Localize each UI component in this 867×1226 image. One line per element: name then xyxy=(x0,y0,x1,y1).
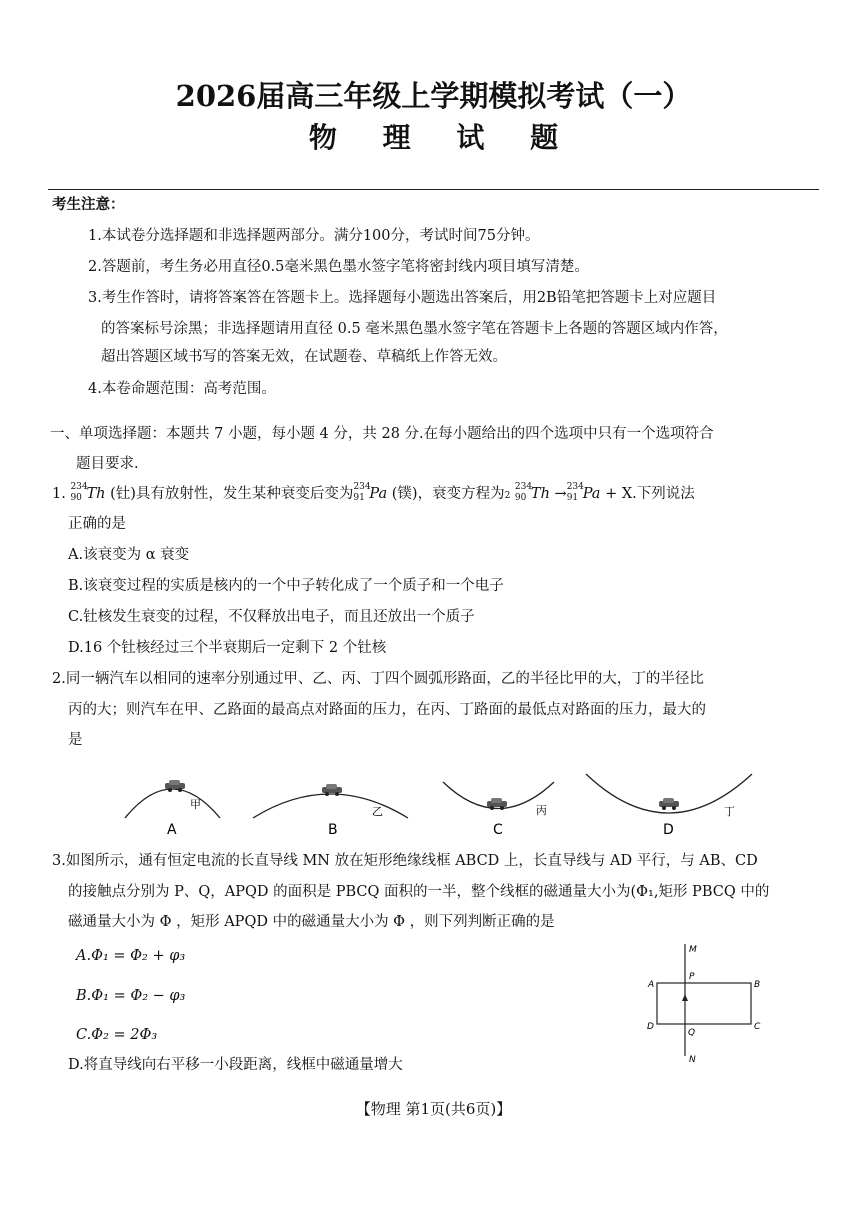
question-1-line2: 正确的是 xyxy=(68,516,126,532)
point-label-d: D xyxy=(647,1022,654,1032)
page-footer: 【物理 第1页(共6页)】 xyxy=(355,1100,512,1118)
q1-option-c: C.钍核发生衰变的过程，不仅释放出电子，而且还放出一个质子 xyxy=(68,609,475,625)
point-label-m: M xyxy=(689,945,697,955)
notice-item: 超出答题区域书写的答案无效，在试题卷、草稿纸上作答无效。 xyxy=(101,349,507,365)
q1-option-a: A.该衰变为 α 衰变 xyxy=(68,547,190,563)
question-3-line1: 3.如图所示，通有恒定电流的长直导线 MN 放在矩形绝缘线框 ABCD 上，长直导线与 AD 平行，与 AB、CD xyxy=(52,853,758,869)
wire-frame-diagram xyxy=(640,938,770,1068)
point-label-a: A xyxy=(648,980,655,990)
question-3-line3: 磁通量大小为 Φ ，矩形 APQD 中的磁通量大小为 Φ ，则下列判断正确的是 xyxy=(68,914,555,930)
q3-option-a: A.Φ₁ = Φ₂ + φ₃ xyxy=(76,948,186,964)
section-heading: 一、单项选择题：本题共 7 小题，每小题 4 分，共 28 分.在每小题给出的四个选项中只有一个选项符合 xyxy=(50,426,714,442)
road-diagram xyxy=(110,760,770,840)
notice-item: 1.本试卷分选择题和非选择题两部分。满分100分，考试时间75分钟。 xyxy=(88,228,540,244)
point-label-n: N xyxy=(689,1055,696,1065)
exam-title: 2026届高三年级上学期模拟考试（一） xyxy=(175,79,692,113)
question-2-line1: 2.同一辆汽车以相同的速率分别通过甲、乙、丙、丁四个圆弧形路面，乙的半径比甲的大，丁的半径比 xyxy=(52,671,704,687)
road-arc-b xyxy=(253,794,408,818)
q1-option-b: B.该衰变过程的实质是核内的一个中子转化成了一个质子和一个电子 xyxy=(68,578,504,594)
road-label-a: 甲 xyxy=(190,798,201,811)
question-3-line2: 的接触点分别为 P、Q，APQD 的面积是 PBCQ 面积的一半，整个线框的磁通量大小为(Φ₁,矩形 PBCQ 中的 xyxy=(68,884,770,900)
q3-option-d: D.将直导线向右平移一小段距离，线框中磁通量增大 xyxy=(68,1057,403,1073)
option-label-b: B xyxy=(328,822,338,838)
option-label-a: A xyxy=(167,822,177,838)
nuclide-th: 234 90 xyxy=(70,482,88,503)
point-label-b: B xyxy=(754,980,761,990)
car-icon xyxy=(659,798,679,810)
section-heading-cont: 题目要求. xyxy=(76,456,139,472)
current-arrow-icon xyxy=(682,994,688,1001)
notice-item: 的答案标号涂黑；非选择题请用直径 0.5 毫米黑色墨水签字笔在答题卡上各题的答题区域内作答， xyxy=(101,321,728,337)
notice-item: 3.考生作答时，请将答案答在答题卡上。选择题每小题选出答案后，用2B铅笔把答题卡上对应题目 xyxy=(88,290,717,306)
rectangle-frame xyxy=(657,983,751,1024)
header-divider xyxy=(48,189,819,190)
option-label-d: D xyxy=(663,822,674,838)
option-label-c: C xyxy=(493,822,503,838)
point-label-q: Q xyxy=(688,1028,696,1038)
q1-option-d: D.16 个钍核经过三个半衰期后一定剩下 2 个钍核 xyxy=(68,640,387,656)
road-label-c: 丙 xyxy=(536,804,547,817)
nuclide-pa: 234 91 xyxy=(353,482,371,503)
equation-pa: 234 91 xyxy=(566,482,584,503)
subject-title: 物 理 试 题 xyxy=(308,121,577,154)
point-label-c: C xyxy=(754,1022,761,1032)
point-label-p: P xyxy=(689,972,695,982)
question-number: 1. xyxy=(52,486,66,502)
notice-item: 4.本卷命题范围：高考范围。 xyxy=(88,381,276,397)
question-1-line1: 1. 234 90 Th (钍)具有放射性，发生某种衰变后变为 234 91 Pa (镤)，衰变方程为2 234 90 Th → 234 91 Pa + X.下列说法 xyxy=(52,482,695,503)
road-label-d: 丁 xyxy=(724,805,735,818)
q3-option-b: B.Φ₁ = Φ₂ − φ₃ xyxy=(76,988,186,1004)
road-arc-a xyxy=(125,789,220,818)
road-label-b: 乙 xyxy=(372,805,383,818)
equation-th: 234 90 xyxy=(514,482,533,503)
notice-item: 2.答题前，考生务必用直径0.5毫米黑色墨水签字笔将密封线内项目填写清楚。 xyxy=(88,259,589,275)
notice-heading: 考生注意： xyxy=(52,196,125,213)
question-2-line2: 丙的大；则汽车在甲、乙路面的最高点对路面的压力，在丙、丁路面的最低点对路面的压力，最大的 xyxy=(68,702,706,718)
question-2-line3: 是 xyxy=(68,732,83,748)
q3-option-c: C.Φ₂ = 2Φ₃ xyxy=(76,1027,158,1043)
